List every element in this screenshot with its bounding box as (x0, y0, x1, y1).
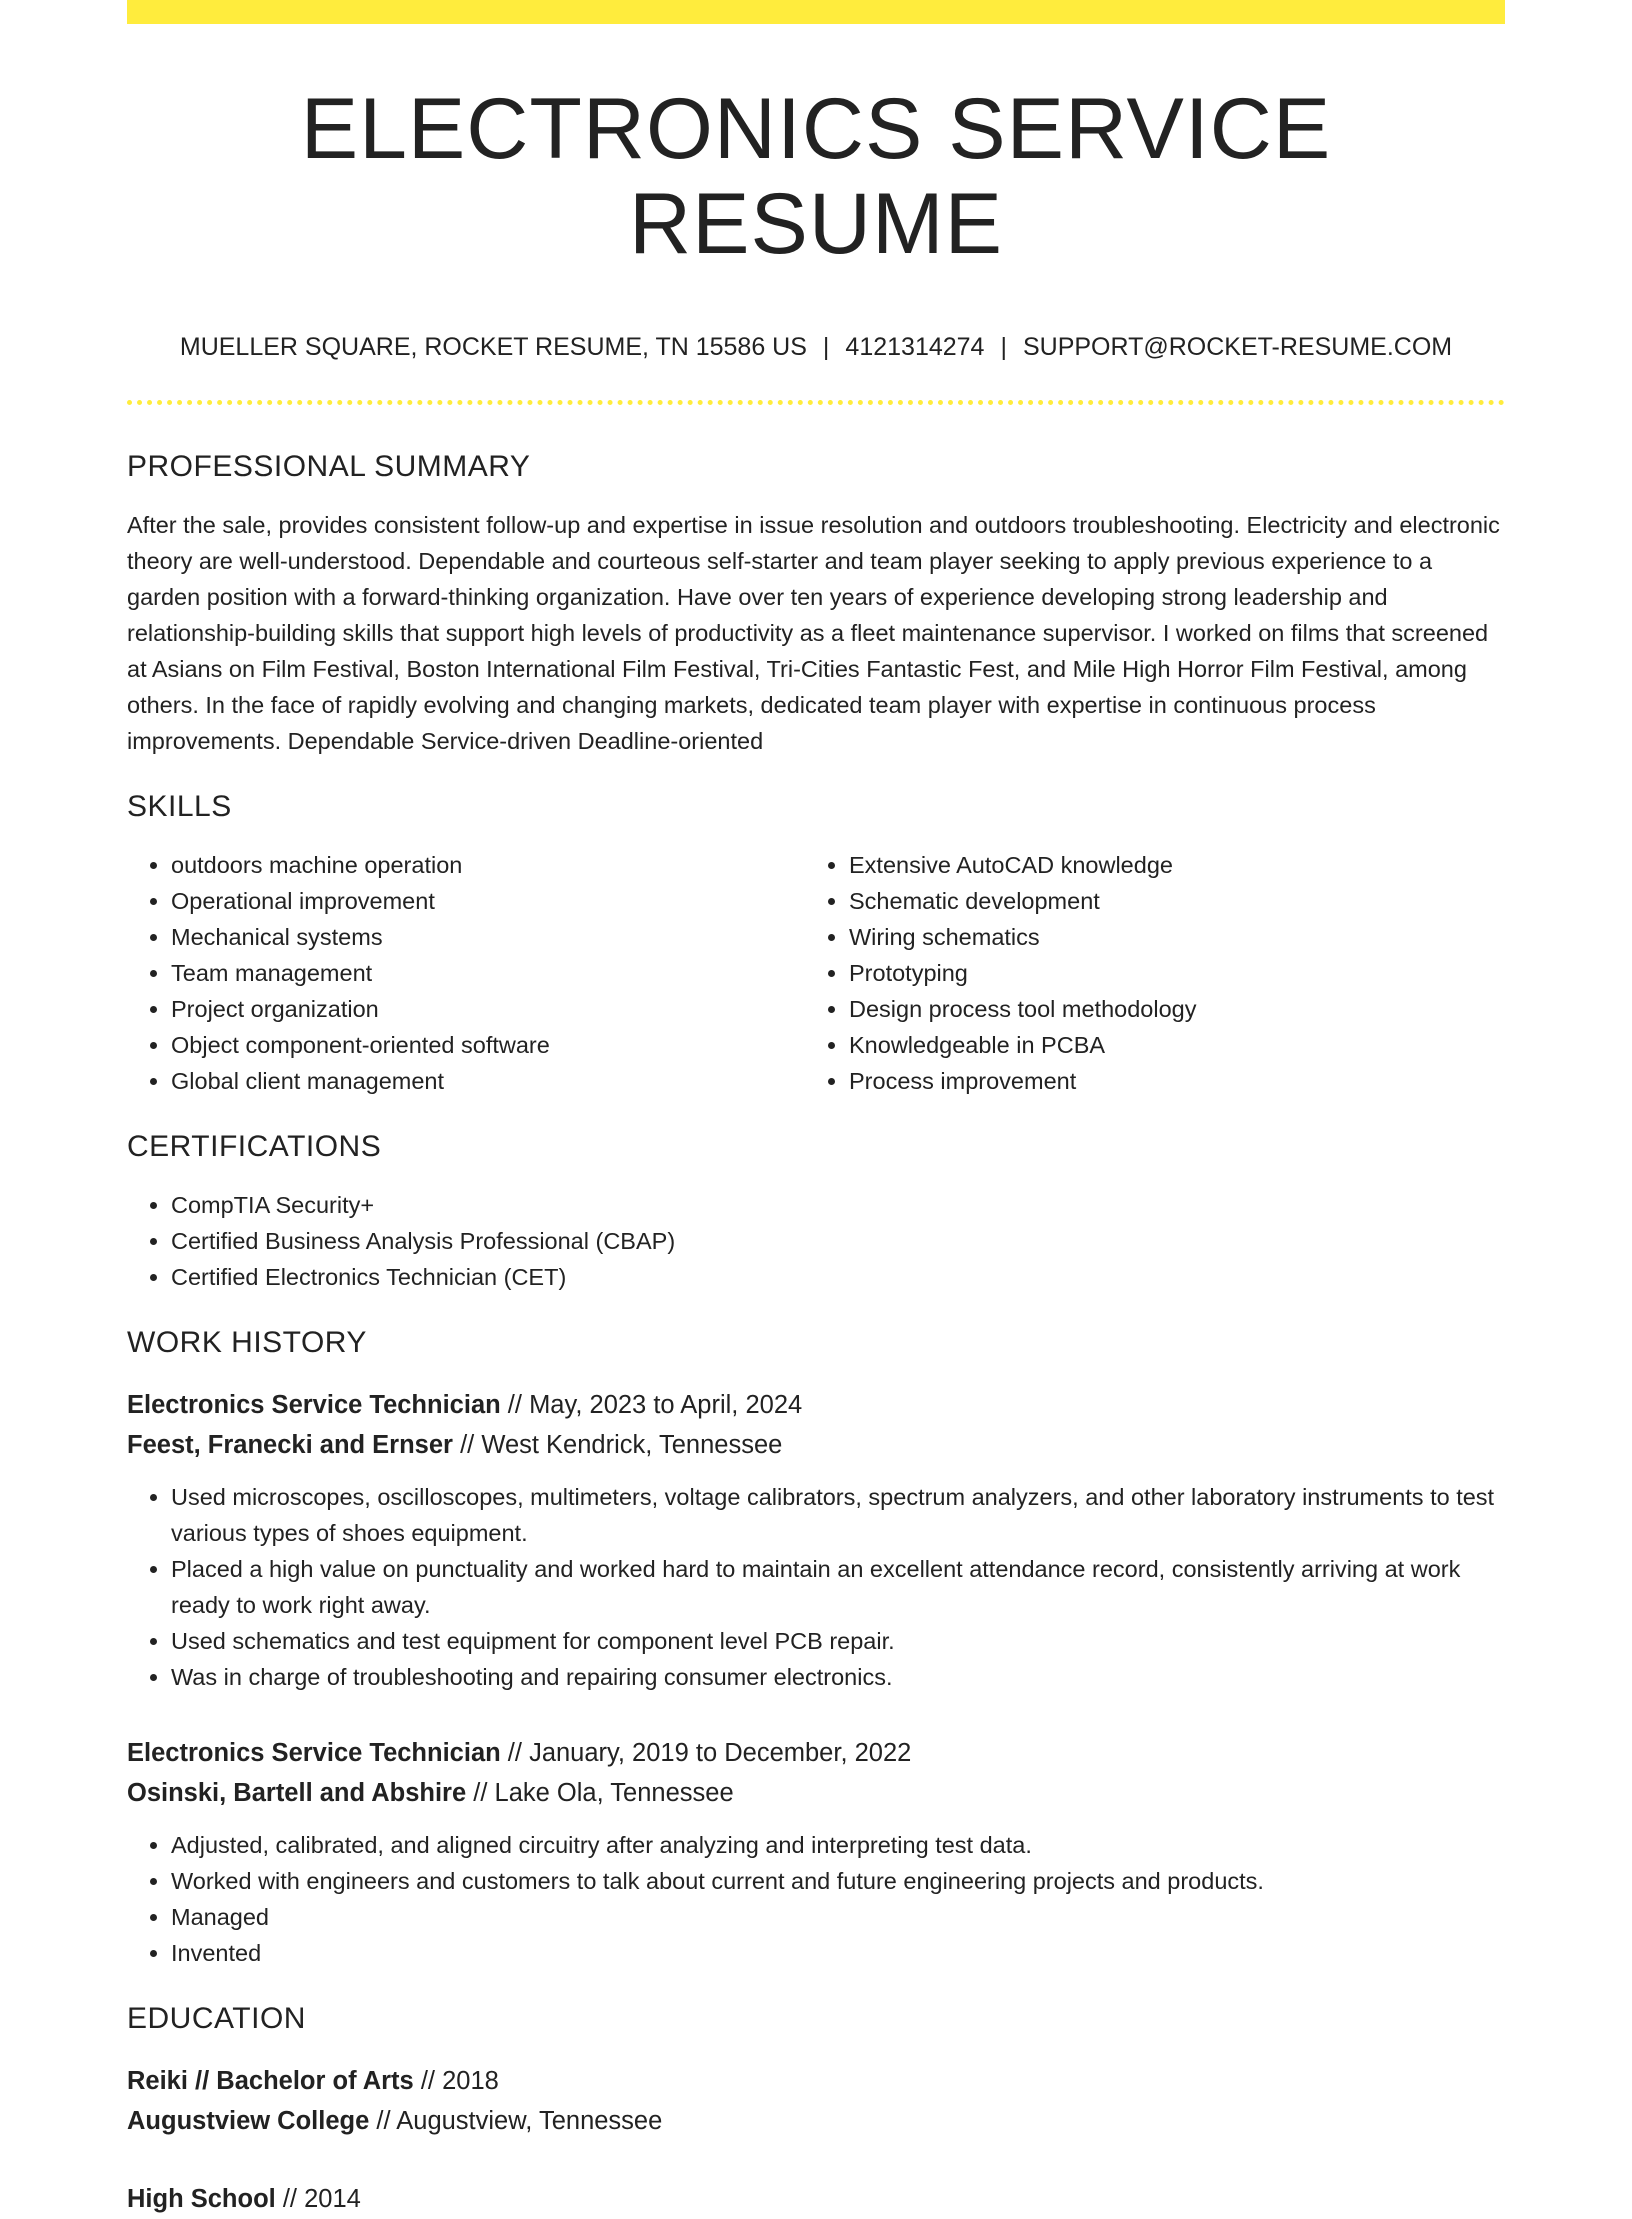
skill-item: • Mechanical systems (171, 919, 805, 955)
skills-columns (127, 847, 1505, 1099)
job-company: Feest, Franecki and Ernser (127, 1430, 453, 1459)
job-bullet: • Invented (171, 1935, 1505, 1971)
education-degree: High School (127, 2184, 276, 2213)
job-bullet: • Used schematics and test equipment for component level PCB repair. (171, 1623, 1505, 1659)
contact-separator: | (822, 333, 830, 362)
education-school: Augustview College (127, 2106, 370, 2135)
job-bullet: • Adjusted, calibrated, and aligned circuitry after analyzing and interpreting test data. (171, 1827, 1505, 1863)
divider: // (420, 2066, 435, 2095)
skills-right-list (805, 847, 1483, 1099)
skill-item: • Object component-oriented software (171, 1027, 805, 1063)
skill-item: • Project organization (171, 991, 805, 1027)
job-title-line (127, 1385, 1505, 1425)
skills-left-list (127, 847, 805, 1099)
job-bullet: • Used microscopes, oscilloscopes, multimeters, voltage calibrators, spectrum analyzers, and other laboratory instruments to test various types of shoes equipment. (171, 1479, 1505, 1551)
resume-title: ELECTRONICS SERVICE RESUME (300, 81, 1332, 272)
resume-page (127, 0, 1505, 2219)
divider: // (282, 2184, 298, 2213)
education-degree-line (127, 2179, 1505, 2219)
divider: // (473, 1778, 488, 1807)
skill-item: • outdoors machine operation (171, 847, 805, 883)
divider: // (507, 1738, 522, 1767)
email: SUPPORT@ROCKET-RESUME.COM (1022, 333, 1453, 362)
skill-item: • Global client management (171, 1063, 805, 1099)
contact-separator: | (1000, 333, 1007, 362)
summary-text: After the sale, provides consistent follow-up and expertise in issue resolution and outdoors troubleshooting. Electricity and electronic theory are well-understood. Dependable and courteous self-starter and team player seeking to apply previous experience to a garden position with a forward-thinking organization. Have over ten years of experience developing strong leadership and relationship-building skills that support high levels of productivity as a fleet maintenance supervisor. I worked on films that screened at Asians on Film Festival, Boston International Film Festival, Tri-Cities Fantastic Fest, and Mile High Horror Film Festival, among others. In the face of rapidly evolving and changing markets, dedicated team player with expertise in continuous process improvements. Dependable Service-driven Deadline-oriented (127, 511, 1500, 754)
education-heading: EDUCATION (127, 2001, 306, 2035)
job-company: Osinski, Bartell and Abshire (127, 1778, 467, 1807)
skill-item: • Knowledgeable in PCBA (849, 1027, 1483, 1063)
skill-item: • Schematic development (849, 883, 1483, 919)
education-entry (127, 2061, 1505, 2141)
header-divider (127, 400, 1505, 405)
skill-item: • Prototyping (849, 955, 1483, 991)
job-bullet: • Managed (171, 1899, 1505, 1935)
job-bullets (127, 1479, 1505, 1695)
job-entry (127, 1733, 1505, 1971)
skill-item: • Process improvement (849, 1063, 1483, 1099)
job-location: West Kendrick, Tennessee (481, 1430, 783, 1459)
work-history-heading: WORK HISTORY (127, 1325, 367, 1359)
certifications-list (127, 1187, 1505, 1295)
skills-heading: SKILLS (127, 789, 232, 823)
job-entry (127, 1385, 1505, 1695)
job-bullets (127, 1827, 1505, 1971)
certification-item: • Certified Electronics Technician (CET) (171, 1259, 1505, 1295)
education-year: 2014 (304, 2184, 361, 2213)
divider: // (460, 1430, 475, 1459)
skill-item: • Operational improvement (171, 883, 805, 919)
job-bullet: • Worked with engineers and customers to talk about current and future engineering projects and products. (171, 1863, 1505, 1899)
job-company-line (127, 1773, 1505, 1813)
skill-item: • Wiring schematics (849, 919, 1483, 955)
skill-item: • Design process tool methodology (849, 991, 1483, 1027)
education-entry (127, 2179, 1505, 2219)
education-school-line (127, 2101, 1505, 2141)
contact-line (127, 331, 1505, 364)
certification-item: • CompTIA Security+ (171, 1187, 1505, 1223)
skill-item: • Extensive AutoCAD knowledge (849, 847, 1483, 883)
skill-item: • Team management (171, 955, 805, 991)
summary-heading: PROFESSIONAL SUMMARY (127, 449, 531, 483)
job-dates: January, 2019 to December, 2022 (529, 1738, 912, 1767)
job-title: Electronics Service Technician (127, 1390, 501, 1419)
top-accent-bar (127, 0, 1505, 24)
certifications-heading: CERTIFICATIONS (127, 1129, 382, 1163)
education-year: 2018 (442, 2066, 499, 2095)
job-title-line (127, 1733, 1505, 1773)
address: MUELLER SQUARE, ROCKET RESUME, TN 15586 US (179, 333, 807, 362)
divider: // (376, 2106, 391, 2135)
education-degree: Reiki // Bachelor of Arts (127, 2066, 414, 2095)
phone: 4121314274 (845, 333, 985, 362)
certification-item: • Certified Business Analysis Professional (CBAP) (171, 1223, 1505, 1259)
job-bullet: • Was in charge of troubleshooting and repairing consumer electronics. (171, 1659, 1505, 1695)
education-location: Augustview, Tennessee (396, 2106, 663, 2135)
job-bullet: • Placed a high value on punctuality and worked hard to maintain an excellent attendance record, consistently arriving at work ready to work right away. (171, 1551, 1505, 1623)
job-title: Electronics Service Technician (127, 1738, 501, 1767)
job-location: Lake Ola, Tennessee (494, 1778, 734, 1807)
job-dates: May, 2023 to April, 2024 (529, 1390, 803, 1419)
education-degree-line (127, 2061, 1505, 2101)
divider: // (507, 1390, 522, 1419)
job-company-line (127, 1425, 1505, 1465)
